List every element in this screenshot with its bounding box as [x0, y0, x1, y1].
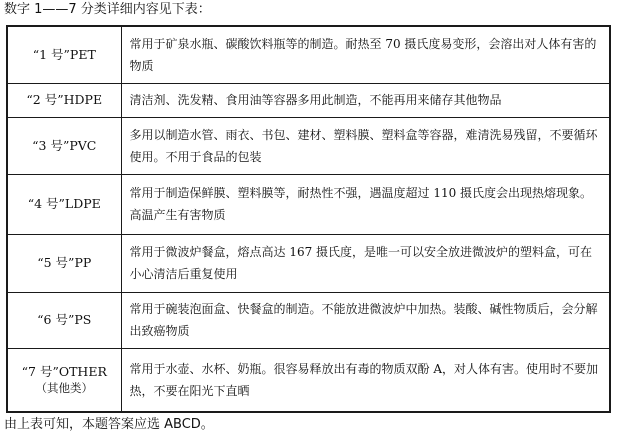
description-cell: 常用于微波炉餐盒，熔点高达 167 摄氏度，是唯一可以安全放进微波炉的塑料盒，可在小心清洁后重复使用: [121, 234, 610, 292]
conclusion-text: 由上表可知，本题答案应选 ABCD。: [4, 417, 214, 432]
recycling-code-cell: [7, 117, 121, 174]
recycling-code: “6 号”PS: [37, 312, 92, 327]
intro-text: 数字 1——7 分类详细内容见下表：: [4, 2, 211, 17]
recycling-code-cell: [7, 83, 121, 117]
recycling-code-subtitle: （其他类）: [35, 380, 93, 395]
description-cell: 常用于碗装泡面盒、快餐盒的制造。不能放进微波炉中加热。装酸、碱性物质后，会分解出致癌物质: [121, 292, 610, 348]
table-row: [7, 83, 610, 117]
table-row: [7, 292, 610, 348]
description-cell: 常用于矿泉水瓶、碳酸饮料瓶等的制造。耐热至 70 摄氏度易变形，会溶出对人体有害的物质: [121, 26, 610, 83]
description-cell: 常用于水壶、水杯、奶瓶。很容易释放出有毒的物质双酚 A，对人体有害。使用时不要加热，不要在阳光下直晒: [121, 348, 610, 412]
description-cell: 多用以制造水管、雨衣、书包、建材、塑料膜、塑料盒等容器，难清洗易残留，不要循环使用。不用于食品的包装: [121, 117, 610, 174]
description-cell: 常用于制造保鲜膜、塑料膜等，耐热性不强，遇温度超过 110 摄氏度会出现热熔现象。高温产生有害物质: [121, 174, 610, 234]
plastic-codes-table: [6, 25, 611, 413]
recycling-code: “2 号”HDPE: [26, 92, 103, 107]
table-row: [7, 348, 610, 412]
recycling-code: “7 号”OTHER: [21, 363, 107, 379]
recycling-code: “1 号”PET: [32, 46, 96, 62]
recycling-code-cell: [7, 26, 121, 83]
recycling-code-cell: [7, 234, 121, 292]
recycling-code: “5 号”PP: [37, 255, 92, 270]
recycling-code-cell: [7, 292, 121, 348]
table-row: [7, 174, 610, 234]
recycling-code: “3 号”PVC: [32, 137, 97, 153]
recycling-code-cell: [7, 348, 121, 412]
recycling-code: “4 号”LDPE: [27, 196, 101, 211]
table-row: [7, 26, 610, 83]
recycling-code-cell: [7, 174, 121, 234]
description-cell: 清洁剂、洗发精、食用油等容器多用此制造，不能再用来储存其他物品: [121, 83, 610, 117]
table-row: [7, 117, 610, 174]
table-row: [7, 234, 610, 292]
